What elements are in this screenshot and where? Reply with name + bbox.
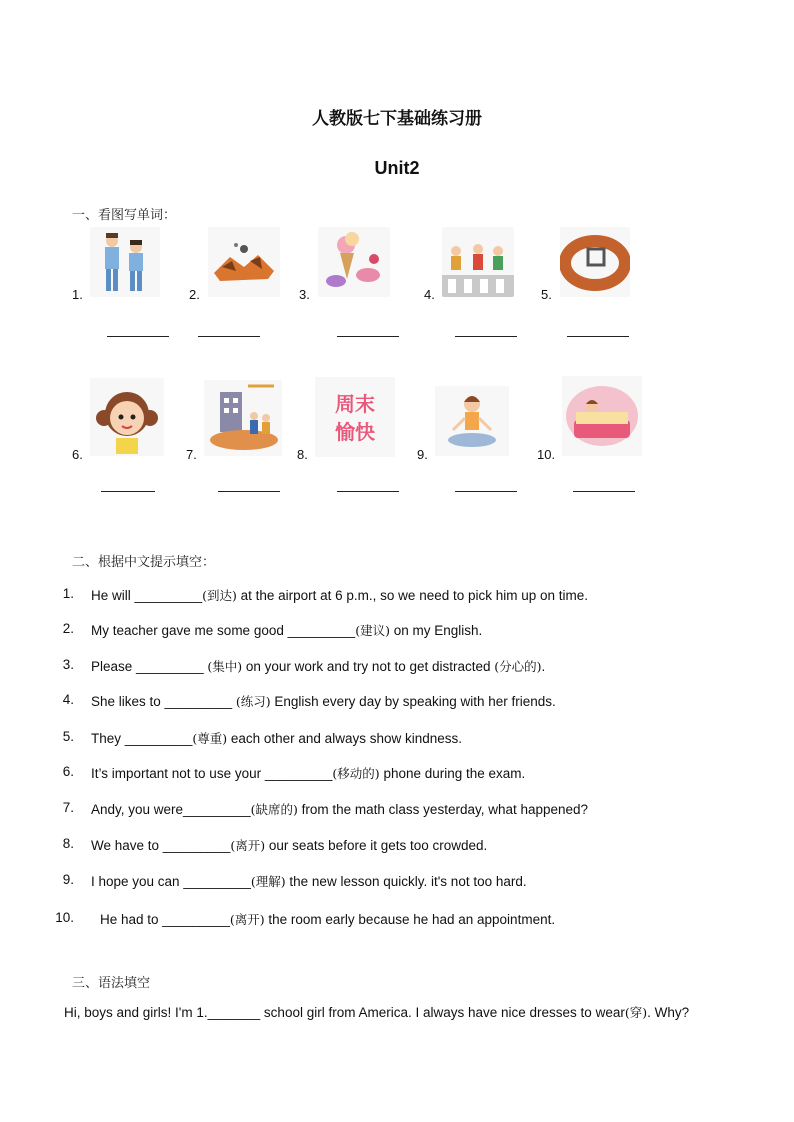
students-uniform-image [90,227,160,297]
question-number: 5. [62,729,74,744]
answer-blank[interactable] [218,491,280,492]
section3-heading: 三、语法填空 [72,976,151,991]
answer-blank[interactable] [337,336,399,337]
item-number: 1. [72,287,83,302]
item-number: 7. [186,447,197,462]
question-text: We have to _________(离开) our seats before it gets too crowded. [91,838,488,853]
question-text: He had to _________(离开) the room early because he had an appointment. [100,912,556,927]
question-number: 8. [62,836,74,851]
answer-blank[interactable] [101,491,155,492]
question-number: 9. [62,872,74,887]
item-number: 5. [541,287,552,302]
question-text: I hope you can _________(理解) the new lesson quickly. it's not too hard. [91,874,527,889]
question-number: 2. [62,621,74,636]
item-number: 2. [189,287,200,302]
item-number: 4. [424,287,435,302]
answer-blank[interactable] [573,491,635,492]
item-number: 9. [417,447,428,462]
question-text: Please _________ (集中) on your work and try not to get distracted (分心的). [91,659,546,674]
question-text: It’s important not to use your _________(移动的) phone during the exam. [91,766,526,781]
page-title: 人教版七下基础练习册 [312,109,482,129]
question-text: She likes to _________ (练习) English every day by speaking with her friends. [91,694,556,709]
answer-blank[interactable] [198,336,260,337]
question-number: 1. [62,586,74,601]
meditation-image [435,386,509,456]
answer-blank[interactable] [107,336,169,337]
answer-blank[interactable] [567,336,629,337]
crossing-road-image [442,227,514,297]
item-number: 8. [297,447,308,462]
question-text: Andy, you were_________(缺席的) from the math class yesterday, what happened? [91,802,589,817]
item-number: 3. [299,287,310,302]
desserts-image [318,227,390,297]
answer-blank[interactable] [337,491,399,492]
happy-weekend-image [315,377,395,457]
question-number: 10. [55,910,74,925]
question-text: My teacher gave me some good _________(建议) on my English. [91,623,483,638]
answer-blank[interactable] [455,336,517,337]
question-number: 3. [62,657,74,672]
question-text: They _________(尊重) each other and always show kindness. [91,731,462,746]
building-workers-image [204,380,282,456]
question-number: 6. [62,764,74,779]
bed-sleep-image [562,376,642,456]
question-number: 4. [62,692,74,707]
unit-title: Unit2 [374,158,420,178]
question-number: 7. [62,800,74,815]
belt-image [560,227,630,297]
section2-heading: 二、根据中文提示填空： [72,555,216,570]
item-number: 10. [537,447,556,462]
weekend-text-line1: 周末 [335,392,375,416]
girl-face-image [90,378,164,456]
section1-heading: 一、看图写单词： [72,208,177,223]
disaster-rubble-image [208,227,280,297]
question-text: He will _________(到达) at the airport at 6 p.m., so we need to pick him up on time. [91,588,589,603]
weekend-text-line2: 愉快 [335,420,375,444]
item-number: 6. [72,447,83,462]
answer-blank[interactable] [455,491,517,492]
grammar-paragraph: Hi, boys and girls! I'm 1._______ school girl from America. I always have nice dresses to wear(穿). Why? [64,1005,690,1020]
